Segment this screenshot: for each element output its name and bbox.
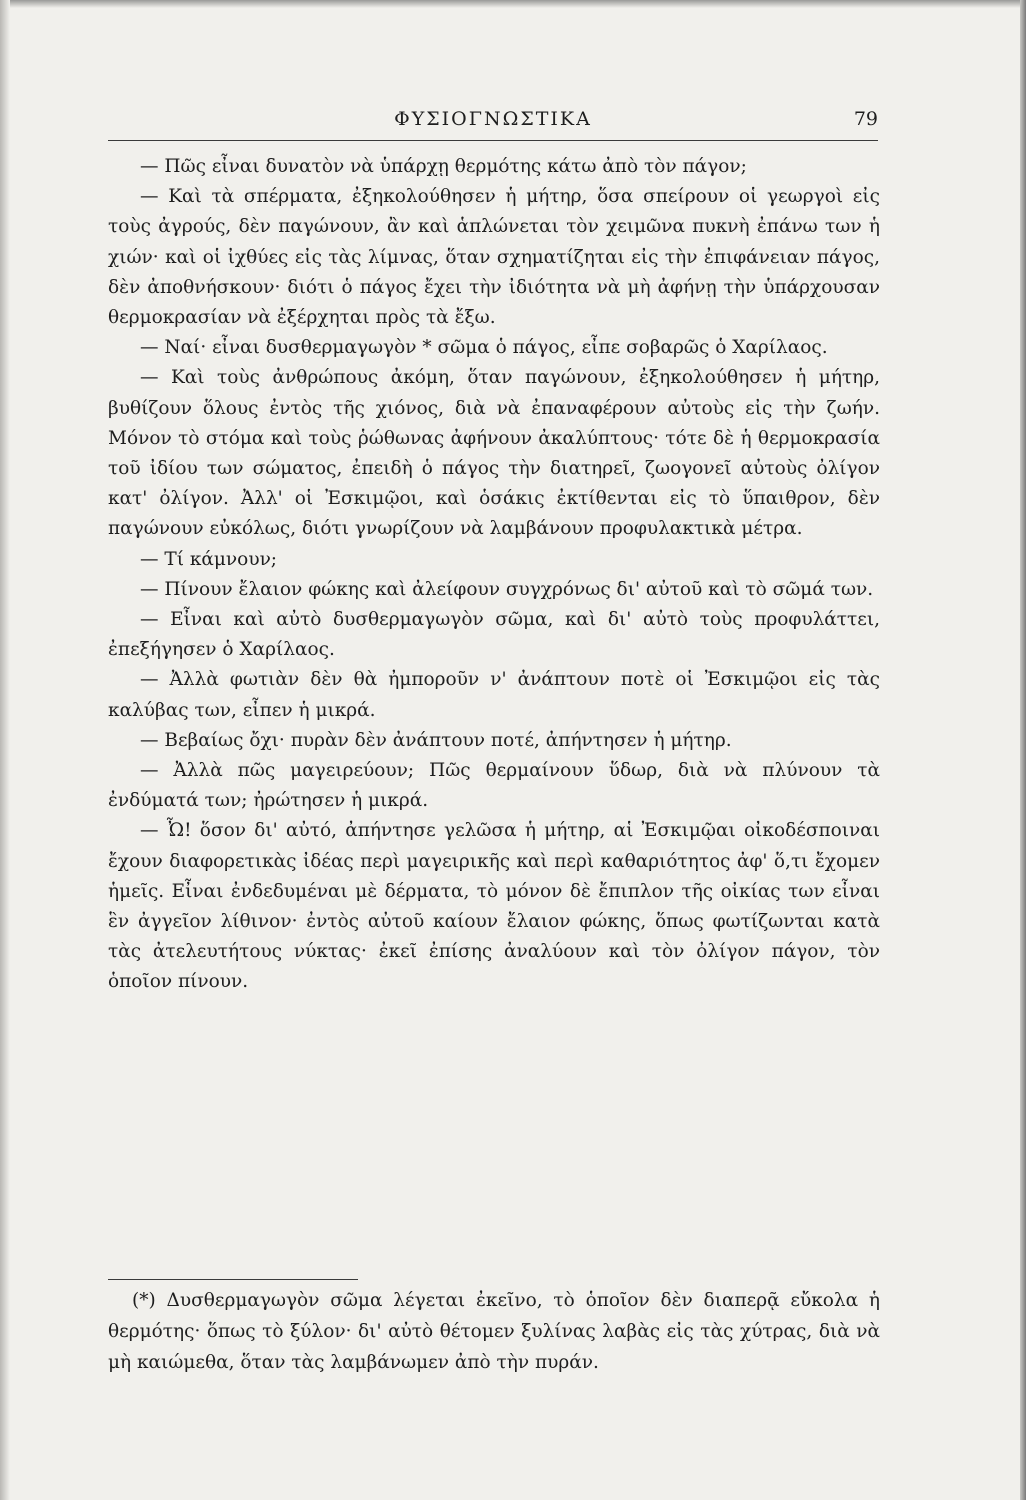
paragraph: — Ὦ! ὅσον δι' αὐτό, ἀπήντησε γελῶσα ἡ μήτηρ, αἱ Ἐσκιμῷαι οἰκοδέσποιναι ἔχουν διαφορετικὰς ἰδέας περὶ μαγειρικῆς καὶ περὶ καθαριότητος ἀφ' ὅ,τι ἔχομεν ἡμεῖς. Εἶναι ἐνδεδυμέναι μὲ δέρματα, τὸ μόνον δὲ ἔπιπλον τῆς οἰκίας των εἶναι ἓν ἀγγεῖον λίθινον· ἐντὸς αὐτοῦ καίουν ἔλαιον φώκης, ὅπως φωτίζωνται κατὰ τὰς ἀτελευτήτους νύκτας· ἐκεῖ ἐπίσης ἀναλύουν καὶ τὸν ὀλίγον πάγον, τὸν ὁποῖον πίνουν. — [108, 820, 880, 993]
paragraph: — Πίνουν ἔλαιον φώκης καὶ ἀλείφουν συγχρόνως δι' αὐτοῦ καὶ τὸ σῶμά των. — [140, 578, 874, 600]
footnote — [108, 1285, 880, 1378]
paragraph: — Βεβαίως ὄχι· πυρὰν δὲν ἀνάπτουν ποτέ, ἀπήντησεν ἡ μήτηρ. — [140, 729, 732, 751]
page-left-edge — [0, 0, 10, 1500]
page-number: 79 — [853, 108, 878, 130]
footnote-text: (*) Δυσθερμαγωγὸν σῶμα λέγεται ἐκεῖνο, τὸ ὁποῖον δὲν διαπερᾷ εὔκολα ἡ θερμότης· ὅπως τὸ ξύλον· δι' αὐτὸ θέτομεν ξυλίνας λαβὰς εἰς τὰς χύτρας, διὰ νὰ μὴ καιώμεθα, ὅταν τὰς λαμβάνωμεν ἀπὸ τὴν πυράν. — [108, 1290, 880, 1373]
paragraph: — Καὶ τὰ σπέρματα, ἐξηκολούθησεν ἡ μήτηρ, ὅσα σπείρουν οἱ γεωργοὶ εἰς τοὺς ἀγρούς, δὲν παγώνουν, ἂν καὶ ἁπλώνεται τὸν χειμῶνα πυκνὴ ἐπάνω των ἡ χιών· καὶ οἱ ἰχθύες εἰς τὰς λίμνας, ὅταν σχηματίζηται εἰς τὴν ἐπιφάνειαν πάγος, δὲν ἀποθνήσκουν· διότι ὁ πάγος ἔχει τὴν ἰδιότητα νὰ μὴ ἀφήνῃ τὴν ὑπάρχουσαν θερμοκρασίαν νὰ ἐξέρχηται πρὸς τὰ ἔξω. — [108, 186, 880, 329]
footnote-rule — [108, 1279, 358, 1280]
paragraph: — Εἶναι καὶ αὐτὸ δυσθερμαγωγὸν σῶμα, καὶ δι' αὐτὸ τοὺς προφυλάττει, ἐπεξήγησεν ὁ Χαρίλαος. — [108, 609, 880, 661]
page-top-edge — [0, 0, 1020, 8]
page-shadow — [1020, 0, 1026, 1500]
page-header — [108, 104, 878, 136]
header-rule — [108, 140, 878, 141]
paragraph: — Καὶ τοὺς ἀνθρώπους ἀκόμη, ὅταν παγώνουν, ἐξηκολούθησεν ἡ μήτηρ, βυθίζουν ὅλους ἐντὸς τῆς χιόνος, διὰ νὰ ἐπαναφέρουν αὐτοὺς εἰς τὴν ζωήν. Μόνον τὸ στόμα καὶ τοὺς ῥώθωνας ἀφήνουν ἀκαλύπτους· τότε δὲ ἡ θερμοκρασία τοῦ ἰδίου των σώματος, ἐπειδὴ ὁ πάγος τὴν διατηρεῖ, ζωογονεῖ αὐτοὺς ὀλίγον κατ' ὀλίγον. Ἀλλ' οἱ Ἐσκιμῷοι, καὶ ὁσάκις ἐκτίθενται εἰς τὸ ὕπαιθρον, δὲν παγώνουν εὐκόλως, διότι γνωρίζουν νὰ λαμβάνουν προφυλακτικὰ μέτρα. — [108, 367, 880, 540]
paragraph: — Ναί· εἶναι δυσθερμαγωγὸν * σῶμα ὁ πάγος, εἶπε σοβαρῶς ὁ Χαρίλαος. — [140, 337, 828, 359]
paragraph: — Πῶς εἶναι δυνατὸν νὰ ὑπάρχῃ θερμότης κάτω ἀπὸ τὸν πάγον; — [140, 156, 747, 177]
paragraph: — Ἀλλὰ πῶς μαγειρεύουν; Πῶς θερμαίνουν ὕδωρ, διὰ νὰ πλύνουν τὰ ἐνδύματά των; ἠρώτησεν ἡ μικρά. — [108, 760, 880, 812]
paragraph: — Τί κάμνουν; — [140, 548, 278, 570]
running-title: ΦΥΣΙΟΓΝΩΣΤΙΚΑ — [394, 108, 592, 130]
body-text — [108, 152, 880, 998]
paragraph: — Ἀλλὰ φωτιὰν δὲν θὰ ἠμποροῦν ν' ἀνάπτουν ποτὲ οἱ Ἐσκιμῷοι εἰς τὰς καλύβας των, εἶπεν ἡ μικρά. — [108, 669, 880, 721]
